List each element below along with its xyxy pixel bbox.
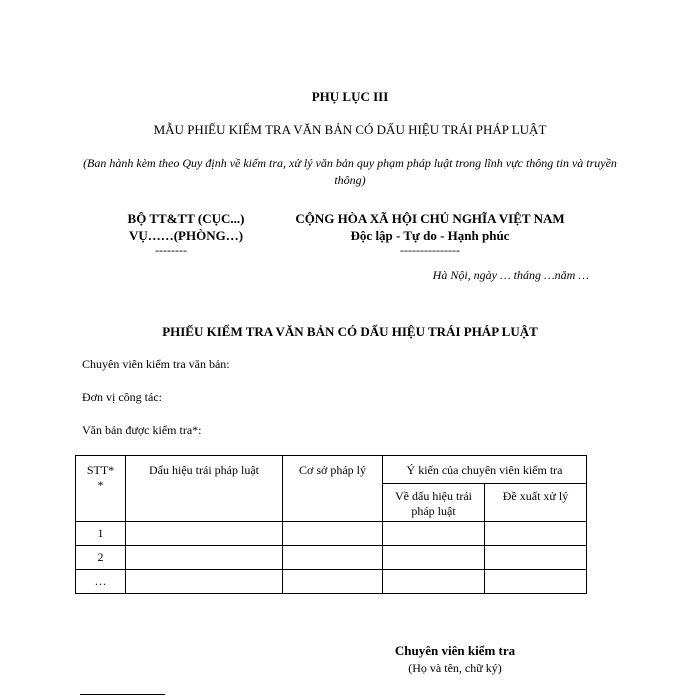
row-about-signs-cell	[383, 570, 485, 594]
national-motto: Độc lập - Tự do - Hạnh phúc	[350, 228, 510, 243]
review-table	[75, 455, 587, 594]
document-field-label: Văn bản được kiểm tra*:	[82, 423, 202, 437]
row-legal-basis-cell	[283, 546, 383, 570]
row-stt: …	[76, 570, 126, 594]
row-stt: 1	[76, 522, 126, 546]
issuance-note: (Ban hành kèm theo Quy định về kiểm tra, xử lý văn bản quy phạm pháp luật trong lĩnh vực thông tin và truyền thông)	[83, 156, 617, 187]
row-about-signs-cell	[383, 546, 485, 570]
header-signs: Dấu hiệu trái pháp luật	[126, 456, 283, 522]
row-about-signs-cell	[383, 522, 485, 546]
header-stt: STT* *	[76, 456, 126, 522]
motto-divider: ---------------	[400, 243, 460, 257]
signer-title: Chuyên viên kiểm tra	[394, 643, 516, 658]
row-legal-basis-cell	[283, 570, 383, 594]
issuer-department: VỤ……(PHÒNG…)	[128, 228, 244, 243]
row-signs-cell	[126, 522, 283, 546]
place-date: Hà Nội, ngày … tháng …năm …	[432, 268, 589, 282]
row-signs-cell	[126, 570, 283, 594]
footnote-divider	[80, 694, 165, 695]
row-proposal-cell	[485, 522, 587, 546]
unit-field-label: Đơn vị công tác:	[82, 390, 162, 404]
table-row	[76, 546, 587, 570]
row-legal-basis-cell	[283, 522, 383, 546]
form-title: PHIẾU KIỂM TRA VĂN BẢN CÓ DẤU HIỆU TRÁI PHÁP LUẬT	[162, 324, 538, 339]
issuer-divider: --------	[155, 243, 187, 257]
table-header-row	[76, 456, 587, 484]
row-proposal-cell	[485, 546, 587, 570]
row-proposal-cell	[485, 570, 587, 594]
header-legal-basis: Cơ sở pháp lý	[283, 456, 383, 522]
nation-name: CỘNG HÒA XÃ HỘI CHỦ NGHĨA VIỆT NAM	[295, 211, 565, 226]
table-row	[76, 570, 587, 594]
table-row	[76, 522, 587, 546]
row-stt: 2	[76, 546, 126, 570]
reviewer-field-label: Chuyên viên kiểm tra văn bản:	[82, 357, 230, 371]
header-about-signs: Về dấu hiệu trái pháp luật	[383, 484, 485, 522]
row-signs-cell	[126, 546, 283, 570]
header-opinion: Ý kiến của chuyên viên kiểm tra	[383, 456, 587, 484]
appendix-title: PHỤ LỤC III	[311, 89, 389, 104]
signer-note: (Họ và tên, chữ ký)	[408, 661, 502, 675]
form-name: MẪU PHIẾU KIỂM TRA VĂN BẢN CÓ DẤU HIỆU TRÁI PHÁP LUẬT	[153, 122, 547, 137]
header-proposal: Đề xuất xử lý	[485, 484, 587, 522]
issuer-ministry: BỘ TT&TT (CỤC...)	[127, 211, 245, 226]
